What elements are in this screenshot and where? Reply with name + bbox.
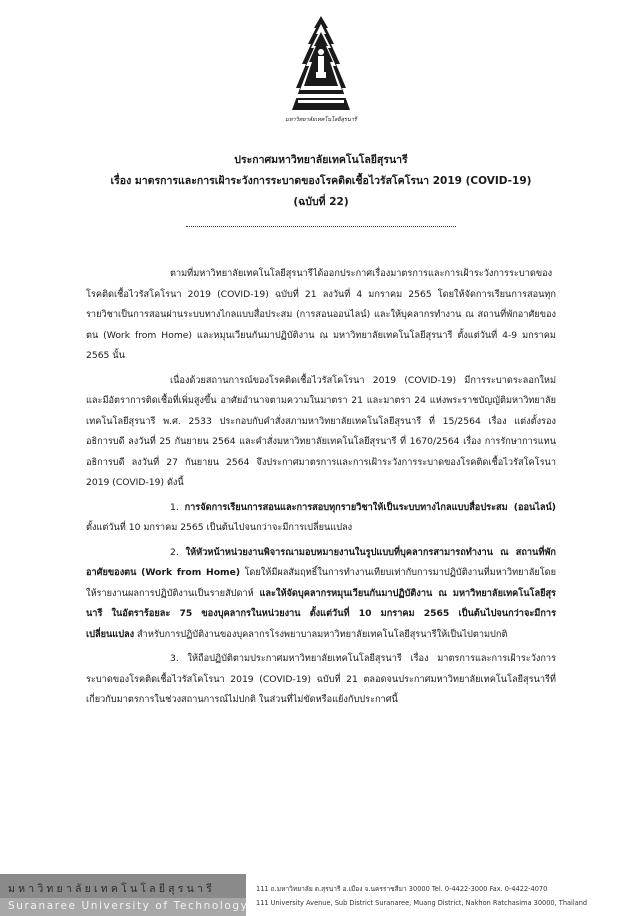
- emblem-caption: มหาวิทยาลัยเทคโนโลยีสุรนารี: [285, 117, 357, 123]
- announcement-title: ประกาศมหาวิทยาลัยเทคโนโลยีสุรนารี: [234, 154, 408, 166]
- list-item-1: 1. การจัดการเรียนการสอนและการสอบทุกรายวิชาให้เป็นระบบทางไกลแบบสื่อประสม (ออนไลน์) ตั้งแต่วันที่ 10 มกราคม 2565 เป็นต้นไปจนกว่าจะมีการเปลี่ยนแปลง: [86, 501, 556, 533]
- document-body: [86, 264, 556, 715]
- footer-brand-english-bar: [0, 898, 249, 916]
- paragraph-1: ตามที่มหาวิทยาลัยเทคโนโลยีสุรนารีได้ออกประกาศเรื่องมาตรการและการเฝ้าระวังการระบาดของโรคติดเชื้อไวรัสโคโรนา 2019 (COVID-19) ฉบับที่ 21 ลงวันที่ 4 มกราคม 2565 โดยให้จัดการเรียนการสอนทุกรายวิชาเป็นการสอนผ่านระบบทางไกลแบบสื่อประสม (การสอนออนไลน์) และให้บุคลากรทำงาน ณ สถานที่พักอาศัยของตน (Work from Home) และหมุนเวียนกันมาปฏิบัติงาน ณ มหาวิทยาลัยเทคโนโลยีสุรนารี ตั้งแต่วันที่ 4-9 มกราคม 2565 นั้น: [86, 268, 556, 361]
- university-emblem-icon: [288, 14, 354, 126]
- announcement-edition: (ฉบับที่ 22): [293, 196, 349, 208]
- footer-address-english: 111 University Avenue, Sub District Suranaree, Muang District, Nakhon Ratchasima 30000, Thailand: [256, 899, 588, 907]
- list-item-2: 2. ให้หัวหน้าหน่วยงานพิจารณามอบหมายงานในรูปแบบที่บุคลากรสามารถทำงาน ณ สถานที่พักอาศัยของตน (Work from Home) โดยให้มีผลสัมฤทธิ์ในการทำงานเทียบเท่ากับการมาปฏิบัติงานที่มหาวิทยาลัยโดยให้รายงานผลการปฏิบัติงานเป็นรายสัปดาห์ และให้จัดบุคลากรหมุนเวียนกันมาปฏิบัติงาน ณ มหาวิทยาลัยเทคโนโลยีสุรนารี ในอัตราร้อยละ 75 ของบุคลากรในหน่วยงาน ตั้งแต่วันที่ 10 มกราคม 2565 เป็นต้นไปจนกว่าจะมีการเปลี่ยนแปลง สำหรับการปฏิบัติงานของบุคลากรโรงพยาบาลมหาวิทยาลัยเทคโนโลยีสุรนารีให้เป็นไปตามปกติ: [86, 546, 556, 640]
- letterhead-footer: [0, 874, 642, 916]
- list-item-3: 3. ให้ถือปฏิบัติตามประกาศมหาวิทยาลัยเทคโนโลยีสุรนารี เรื่อง มาตรการและการเฝ้าระวังการระบาดของโรคติดเชื้อไวรัสโคโรนา 2019 (COVID-19) ฉบับที่ 21 ตลอดจนประกาศมหาวิทยาลัยเทคโนโลยีสุรนารีที่เกี่ยวกับมาตรการในช่วงสถานการณ์ไม่ปกติ ในส่วนที่ไม่ขัดหรือแย้งกับประกาศนี้: [86, 653, 557, 705]
- footer-address: [256, 882, 636, 910]
- paragraph-2: เนื่องด้วยสถานการณ์ของโรคติดเชื้อไวรัสโคโรนา 2019 (COVID-19) มีการระบาดระลอกใหม่และมีอัตราการติดเชื้อที่เพิ่มสูงขึ้น อาศัยอำนาจตามความในมาตรา 21 และมาตรา 24 แห่งพระราชบัญญัติมหาวิทยาลัยเทคโนโลยีสุรนารี พ.ศ. 2533 ประกอบกับคำสั่งสภามหาวิทยาลัยเทคโนโลยีสุรนารี ที่ 15/2564 เรื่อง แต่งตั้งรองอธิการบดี ลงวันที่ 25 กันยายน 2564 และคำสั่งมหาวิทยาลัยเทคโนโลยีสุรนารี ที่ 1670/2564 เรื่อง การรักษาการแทนอธิการบดี ลงวันที่ 27 กันยายน 2564 จึงประกาศมาตรการและการเฝ้าระวังการระบาดของโรคติดเชื้อไวรัสโคโรนา 2019 (COVID-19) ดังนี้: [86, 374, 556, 488]
- announcement-subject: เรื่อง มาตรการและการเฝ้าระวังการระบาดของโรคติดเชื้อไวรัสโคโรนา 2019 (COVID-19): [110, 175, 532, 187]
- footer-brand-block: [0, 874, 249, 916]
- footer-brand-english: Suranaree University of Technology: [8, 900, 249, 912]
- footer-address-thai: 111 ถ.มหาวิทยาลัย ต.สุรนารี อ.เมือง จ.นครราชสีมา 30000 Tel. 0-4422-3000 Fax. 0-4422-4070: [256, 885, 548, 893]
- footer-brand-thai: มหาวิทยาลัยเทคโนโลยีสุรนารี: [8, 883, 215, 895]
- dotted-divider: [186, 226, 456, 227]
- document-header: [80, 150, 562, 213]
